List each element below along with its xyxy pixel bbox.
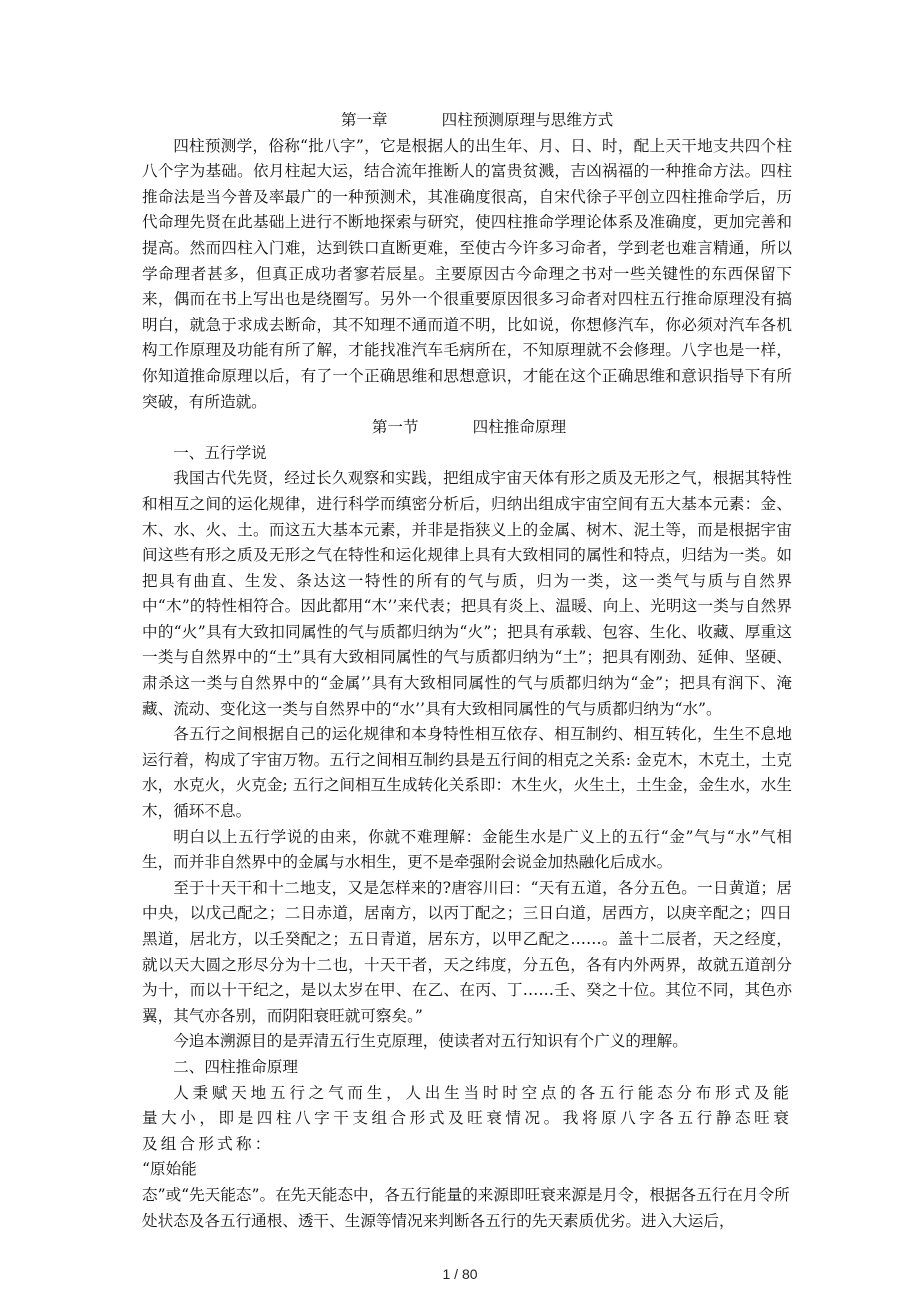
subheading-wuxing: 一、五行学说 — [173, 443, 267, 462]
paragraph: 我国古代先贤，经过长久观察和实践，把组成宇宙天体有形之质及无形之气，根据其特性和相互之间的运化规律，进行科学而缜密分析后，归纳出组成宇宙空间有五大基本元素：金、木、水、火、土。而这五大基本元素，并非是指狭义上的金属、树木、泥土等，而是根据宇宙间这些有形之质及无形之气在特性和运化规律上具有大致相同的属性和特点，归结为一类。如把具有曲直、生发、条达这一特性的所有的气与质，归为一类，这一类气与质与自然界中“木”的特性相符合。因此都用“木’’来代表；把具有炎上、温暖、向上、光明这一类与自然界中的“火”具有大致扣同属性的气与质都归纳为“火”；把具有承载、包容、生化、收藏、厚重这一类与自然界中的“土”具有大致相同属性的气与质都归纳为“土”；把具有刚劲、延伸、坚硬、肃杀这一类与自然界中的“金属’’具有大致相同属性的气与质都归纳为“金”；把具有润下、淹藏、流动、变化这一类与自然界中的“水’’具有大致相同属性的气与质都归纳为“水”。 — [142, 469, 792, 718]
chapter-title: 四柱预测原理与思维方式 — [441, 111, 614, 129]
paragraph-fragment: “原始能 — [142, 1160, 197, 1179]
chapter-heading — [142, 108, 792, 134]
paragraph: 至于十天干和十二地支，又是怎样来的?唐容川曰：“天有五道，各分五色。一日黄道；居中央，以戊己配之；二日赤道，居南方，以丙丁配之；三日白道，居西方，以庚辛配之；四日黑道，居北方，以壬癸配之；五日青道，居东方，以甲乙配之……。盖十二辰者，天之经度，就以天大圆之形尽分为十二也，十天干者，天之纬度，分五色，各有内外两界，故就五道剖分为十，而以十干纪之，是以太岁在甲、在乙、在丙、丁……壬、癸之十位。其位不同，其色亦翼，其气亦各别，而阴阳衰旺就可察矣。” — [142, 878, 792, 1025]
page-separator: / — [454, 1266, 462, 1282]
paragraph: 各五行之间根据自己的运化规律和本身特性相互依存、相互制约、相互转化，生生不息地运行着，构成了宇宙万物。五行之间相互制约县是五行间的相克之关系: 金克木，木克土，土克水，水克火，火克金; 五行之间相互生成转化关系即：木生火，火生土，土生金，金生水，水生木，循环不息。 — [142, 725, 792, 821]
page-footer — [0, 1266, 920, 1282]
paragraph: 人秉赋天地五行之气而生，人出生当时时空点的各五行能态分布形式及能量大小，即是四柱八字干支组合形式及旺衰情况。我将原八字各五行静态旺衰及组合形式称： — [142, 1083, 792, 1153]
subheading-sizhu: 二、四柱推命原理 — [173, 1057, 298, 1076]
section-title: 四柱推命原理 — [472, 418, 567, 437]
paragraph: 明白以上五行学说的由来，你就不难理解：金能生水是广义上的五行“金”气与“水”气相生，而并非自然界中的金属与水相生，更不是牵强附会说金加热融化后成水。 — [142, 827, 792, 872]
section-label: 第一节 — [371, 418, 419, 437]
page-total: 80 — [461, 1266, 478, 1282]
paragraph: 今追本溯源目的是弄清五行生克原理，使读者对五行知识有个广义的理解。 — [173, 1032, 688, 1051]
document-body — [142, 108, 792, 1234]
intro-paragraph: 四柱预测学，俗称“批八字”，它是根据人的出生年、月、日、时，配上天干地支共四个柱八个字为基础。依月柱起大运，结合流年推断人的富贵贫溅，吉凶祸福的一种推命方法。四柱推命法是当今普及率最广的一种预测术，其准确度很高，自宋代徐子平创立四柱推命学后，历代命理先贤在此基础上进行不断地探索与研究，使四柱推命学理论体系及准确度，更加完善和提高。然而四柱入门难，达到铁口直断更难，至使古今许多习命者，学到老也难言精通，所以学命理者甚多，但真正成功者寥若辰星。主要原因古今命理之书对一些关键性的东西保留下来，偶而在书上写出也是绕圈写。另外一个很重要原因很多习命者对四柱五行推命原理没有搞明白，就急于求成去断命，其不知理不通而道不明，比如说，你想修汽车，你必须对汽车各机构工作原理及功能有所了解，才能找准汽车毛病所在，不知原理就不会修理。八字也是一样，你知道推命原理以后，有了一个正确思维和思想意识，才能在这个正确思维和意识指导下有所突破，有所造就。 — [142, 136, 792, 411]
section-heading — [142, 415, 792, 441]
chapter-label: 第一章 — [340, 111, 388, 129]
page-number: 1 — [442, 1266, 451, 1282]
paragraph-continuation: 态”或“先天能态”。在先天能态中，各五行能量的来源即旺衰来源是月令，根据各五行在月令所处状态及各五行通根、透干、生源等情况来判断各五行的先天素质优劣。进入大运后， — [142, 1185, 790, 1230]
